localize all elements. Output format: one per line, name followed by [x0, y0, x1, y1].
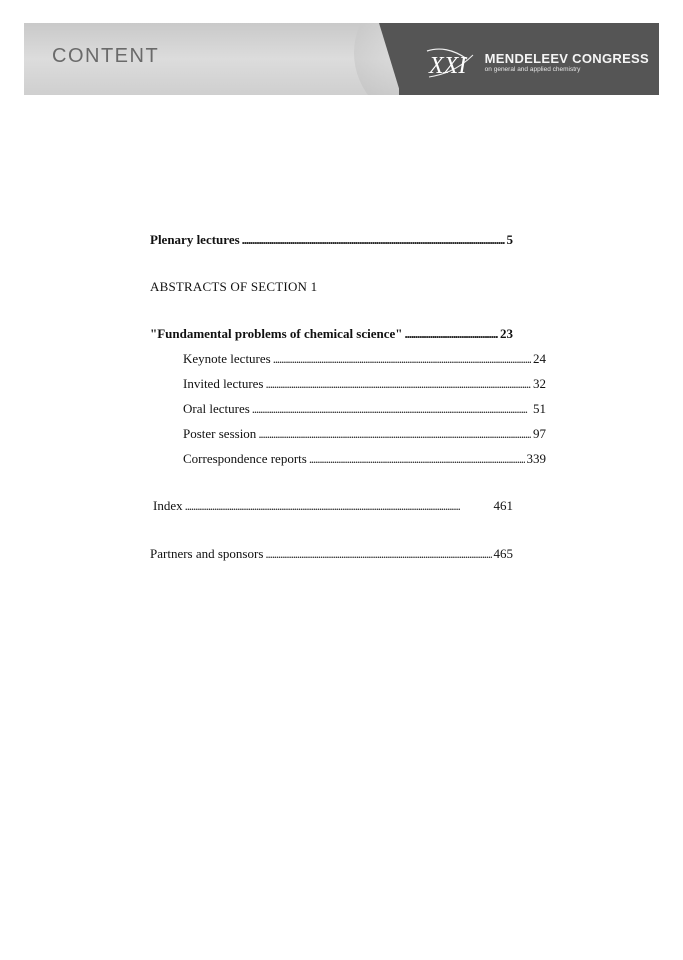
- toc-entry-label: Correspondence reports: [183, 451, 307, 466]
- section-heading: ABSTRACTS OF SECTION 1: [150, 279, 318, 294]
- logo-sub-text: on general and applied chemistry: [484, 66, 581, 74]
- toc-entry-label: Plenary lectures: [150, 232, 240, 247]
- page-title: CONTENT: [52, 45, 160, 67]
- toc-entry-poster[interactable]: [150, 426, 546, 442]
- toc-entry-page: 51: [533, 401, 546, 416]
- toc-entry-page: 5: [506, 232, 513, 247]
- logo-main-text: MENDELEEV CONGRESS: [484, 51, 649, 67]
- toc-entry-fundamental[interactable]: [150, 326, 513, 342]
- toc-leader-dots: [242, 232, 505, 248]
- toc-entry-label: Invited lectures: [183, 376, 264, 391]
- toc-leader-dots: [405, 326, 498, 342]
- toc-entry-label: Oral lectures: [183, 401, 250, 416]
- toc-entry-page: 32: [533, 376, 546, 391]
- toc-entry-oral[interactable]: [150, 401, 546, 417]
- toc-leader-dots: [273, 351, 531, 367]
- toc-leader-dots: [185, 498, 492, 514]
- toc-entry-page: 23: [500, 326, 513, 341]
- toc-entry-index[interactable]: [153, 498, 513, 514]
- toc-leader-dots: [266, 376, 532, 392]
- toc-entry-label: Partners and sponsors: [150, 546, 264, 561]
- toc-leader-dots: [258, 426, 531, 442]
- toc-entry-keynote[interactable]: [150, 351, 546, 367]
- logo-mark-text: XXI: [428, 53, 466, 79]
- toc-leader-dots: [265, 546, 491, 562]
- toc-entry-page: 97: [533, 426, 546, 441]
- toc-entry-label: "Fundamental problems of chemical science": [150, 326, 403, 341]
- toc-leader-dots: [309, 451, 525, 467]
- toc-entry-label: Keynote lectures: [183, 351, 271, 366]
- toc-entry-page: 465: [493, 546, 513, 561]
- toc-entry-page: 24: [533, 351, 546, 366]
- toc-entry-invited[interactable]: [150, 376, 546, 392]
- toc-entry-correspondence[interactable]: [150, 451, 546, 467]
- toc-entry-page: 339: [526, 451, 546, 466]
- toc-entry-label: Poster session: [183, 426, 257, 441]
- toc-leader-dots: [252, 401, 531, 417]
- banner-wedge: [379, 23, 401, 95]
- toc-entry-plenary[interactable]: [150, 232, 513, 248]
- congress-logo-icon: [423, 45, 481, 81]
- header-banner: [24, 23, 659, 95]
- congress-logo: [423, 45, 649, 81]
- toc-entry-partners[interactable]: [150, 546, 513, 562]
- toc-entry-page: 461: [493, 498, 513, 513]
- toc-entry-label: Index: [153, 498, 183, 513]
